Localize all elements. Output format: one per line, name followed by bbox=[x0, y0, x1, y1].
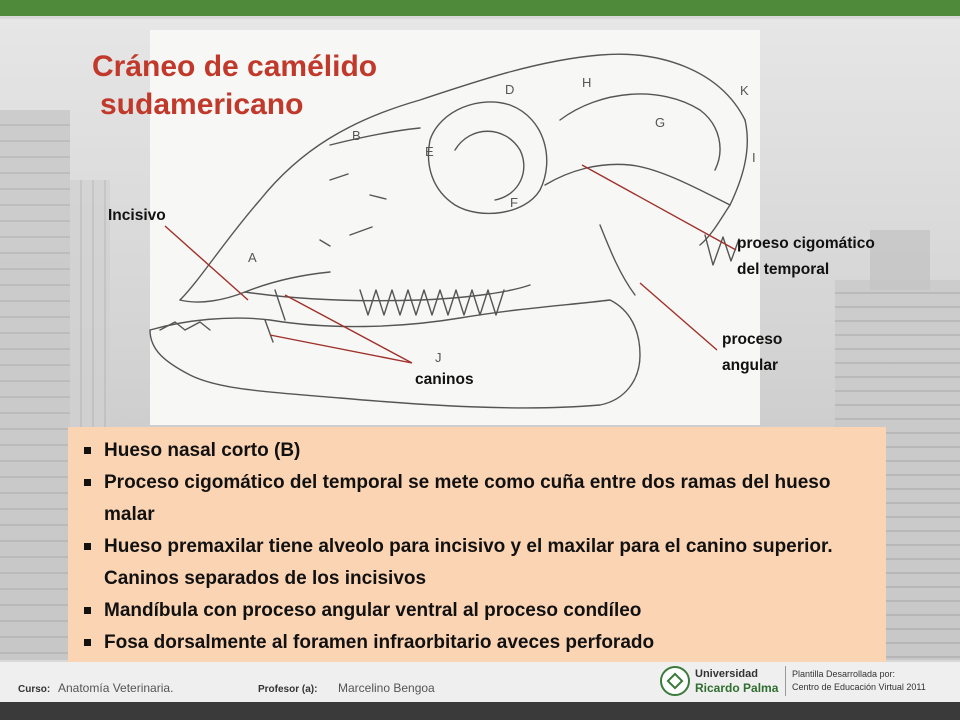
letter-e: E bbox=[425, 144, 434, 159]
pointer-incisivo bbox=[165, 226, 248, 300]
bullet-item: Hueso nasal corto (B) bbox=[80, 435, 886, 467]
bullet-item: Fosa dorsalmente al foramen infraorbitario aveces perforado bbox=[80, 627, 886, 659]
slide-title-line-2: sudamericano bbox=[100, 88, 304, 121]
university-name-line-2: Ricardo Palma bbox=[695, 681, 779, 695]
letter-j: J bbox=[435, 350, 442, 365]
letter-k: K bbox=[740, 83, 749, 98]
skull-occipital-outline bbox=[700, 120, 747, 245]
profesor-label: Profesor (a): bbox=[258, 684, 318, 695]
facial-marks bbox=[320, 174, 386, 246]
letter-h: H bbox=[582, 75, 592, 90]
curso-value: Anatomía Veterinaria. bbox=[58, 681, 174, 695]
letter-f: F bbox=[510, 195, 518, 210]
mandible-ramus bbox=[600, 225, 635, 295]
bullet-item: Proceso cigomático del temporal se mete como cuña entre dos ramas del hueso malar bbox=[80, 467, 886, 531]
lower-canine bbox=[265, 320, 273, 342]
university-logo-icon bbox=[660, 666, 690, 696]
curso-label: Curso: bbox=[18, 684, 51, 695]
pointer-angular bbox=[640, 283, 717, 350]
label-zygomatic-line-1: proeso cigomático bbox=[737, 235, 875, 252]
orbit-outline bbox=[428, 102, 546, 214]
profesor-value: Marcelino Bengoa bbox=[338, 681, 435, 695]
snout-outline bbox=[180, 272, 330, 302]
label-angular-line-2: angular bbox=[722, 357, 778, 374]
orbit-inner bbox=[455, 131, 524, 200]
occipital-process bbox=[705, 235, 739, 265]
template-credit-line-1: Plantilla Desarrollada por: bbox=[792, 669, 896, 679]
temporal-fossa bbox=[560, 94, 720, 170]
letter-a: A bbox=[248, 250, 257, 265]
label-angular-line-1: proceso bbox=[722, 331, 783, 348]
pointer-caninos-upper bbox=[285, 295, 412, 363]
bullet-item: Mandíbula con proceso angular ventral al proceso condíleo bbox=[80, 595, 886, 627]
info-box bbox=[68, 427, 886, 663]
slide-title-line-1: Cráneo de camélido bbox=[92, 50, 378, 83]
label-zygomatic-line-2: del temporal bbox=[737, 261, 830, 278]
bullet-item: Hueso premaxilar tiene alveolo para incisivo y el maxilar para el canino superior. Caninos separados de los incisivos bbox=[80, 531, 886, 595]
label-caninos: caninos bbox=[415, 371, 474, 388]
skull-dorsal-outline bbox=[180, 54, 745, 300]
letter-d: D bbox=[505, 82, 515, 97]
upper-teeth bbox=[360, 290, 504, 315]
lower-incisors bbox=[160, 322, 210, 330]
footer-bottom-bar bbox=[0, 702, 960, 720]
zygomatic-arch bbox=[545, 164, 730, 205]
letter-g: G bbox=[655, 115, 666, 130]
upper-canine bbox=[275, 290, 285, 320]
bullet-list bbox=[68, 427, 886, 659]
university-name-line-1: Universidad bbox=[695, 668, 758, 680]
pointer-caninos-lower bbox=[270, 335, 412, 363]
letter-b: B bbox=[352, 128, 361, 143]
template-credit-line-2: Centro de Educación Virtual 2011 bbox=[792, 682, 926, 692]
label-incisivo: Incisivo bbox=[108, 207, 166, 224]
letter-i: I bbox=[752, 150, 756, 165]
footer-separator bbox=[785, 666, 786, 696]
